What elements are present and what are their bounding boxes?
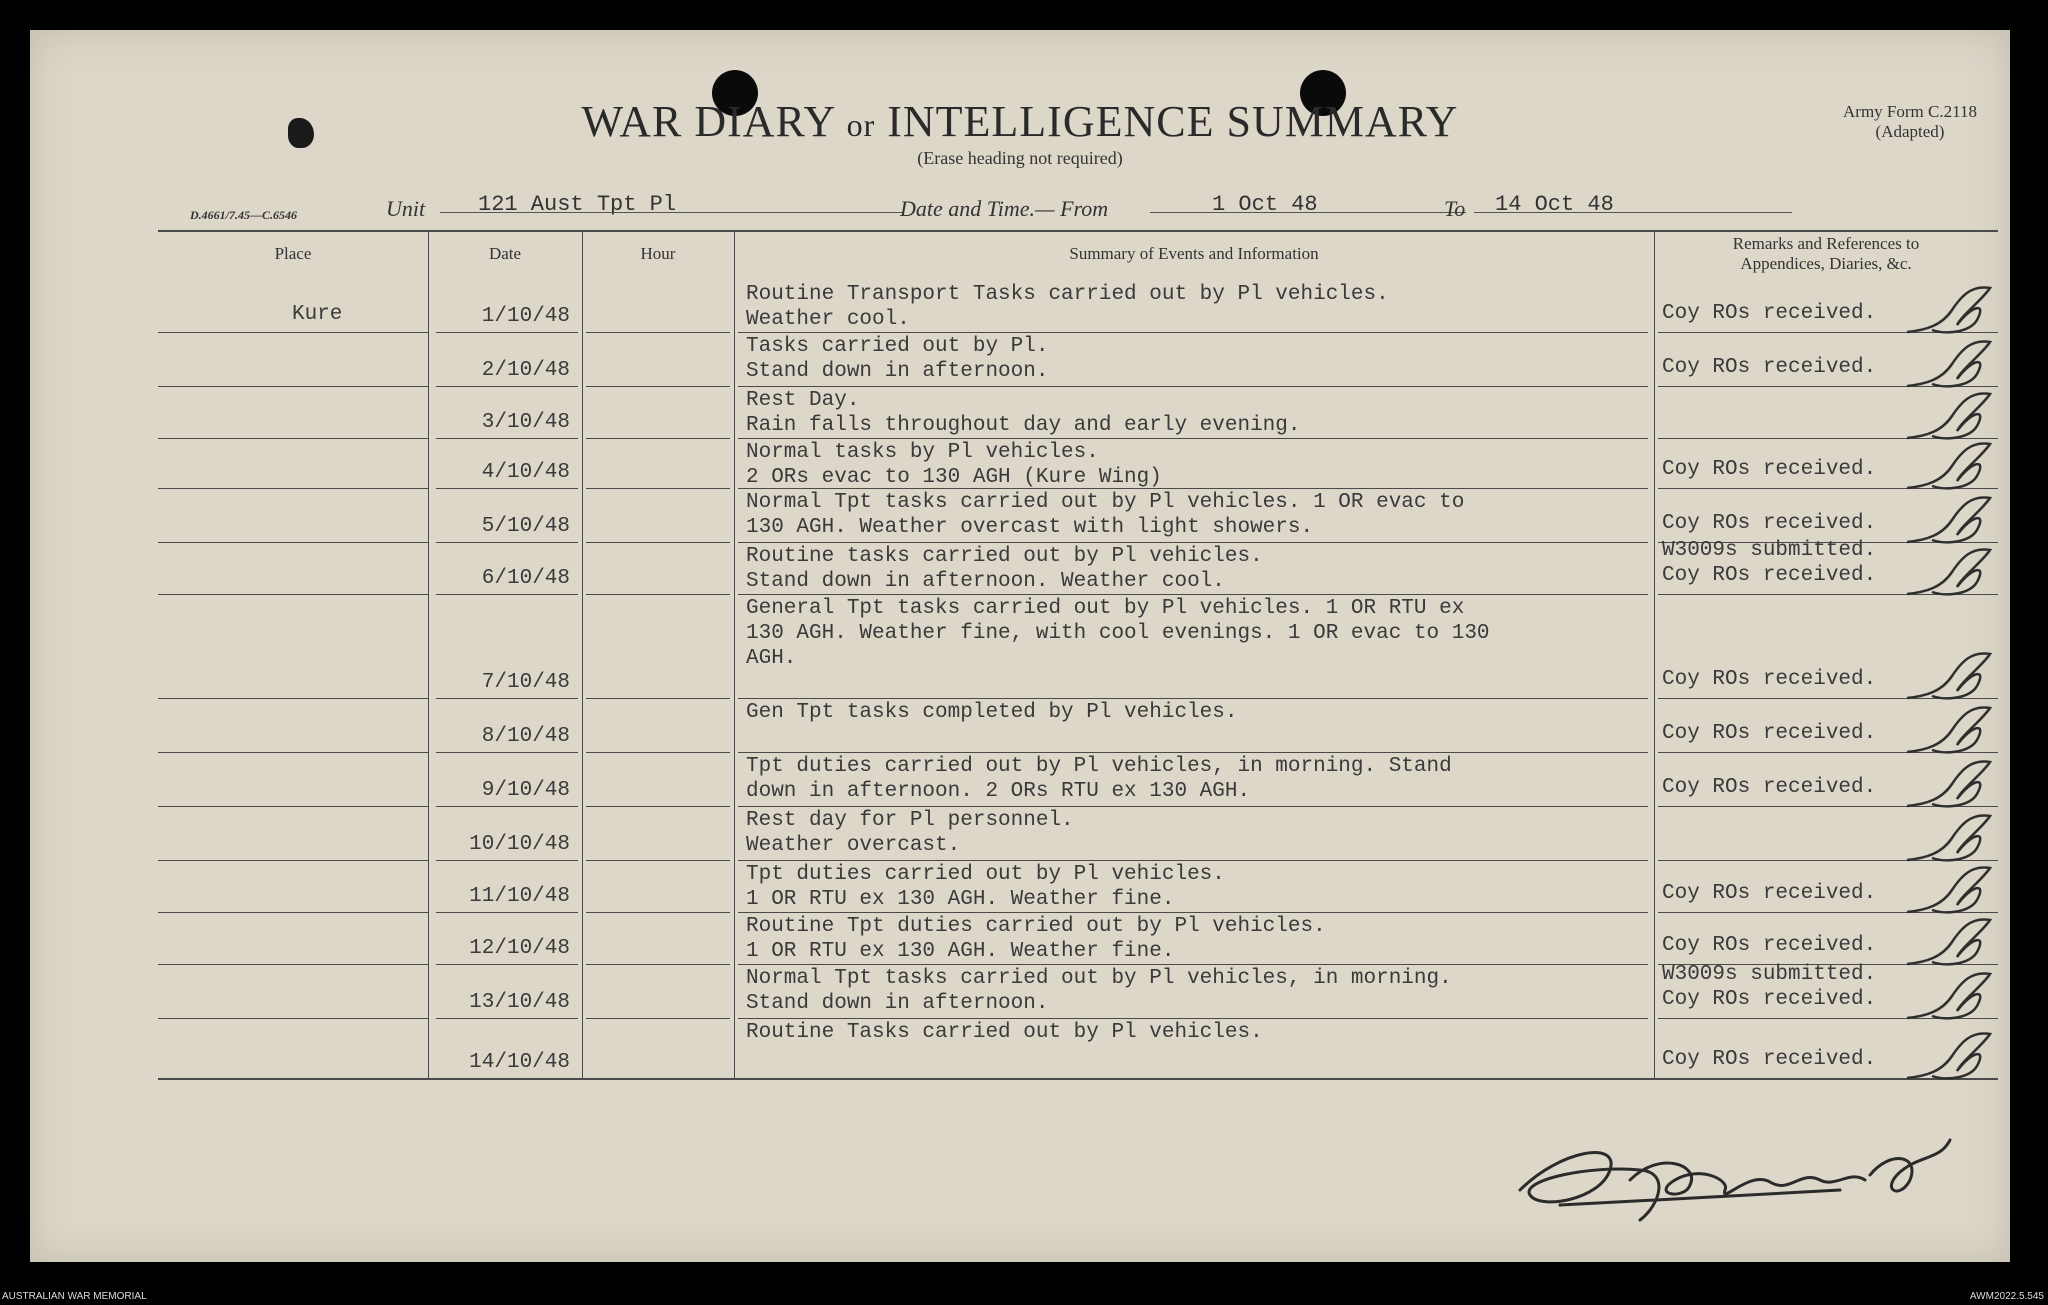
table-top-border xyxy=(158,230,1998,232)
entry-summary-line: AGH. xyxy=(746,647,797,670)
entry-summary-line: Rain falls throughout day and early evening. xyxy=(746,414,1301,437)
row-rule xyxy=(158,542,428,543)
row-rule xyxy=(738,542,1648,543)
row-rule xyxy=(436,860,578,861)
entry-remark: W3009s submitted. xyxy=(1662,963,1877,986)
entry-remark: Coy ROs received. xyxy=(1662,882,1877,905)
entry-summary-line: Stand down in afternoon. Weather cool. xyxy=(746,570,1225,593)
row-rule xyxy=(586,1018,730,1019)
initial-mark xyxy=(1902,912,1997,972)
col-header-summary: Summary of Events and Information xyxy=(1069,244,1319,263)
entry-summary-line: Routine Tpt duties carried out by Pl vehicles. xyxy=(746,915,1326,938)
row-rule xyxy=(158,806,428,807)
entry-summary-line: Gen Tpt tasks completed by Pl vehicles. xyxy=(746,701,1238,724)
initial-mark xyxy=(1902,808,1997,868)
initial-mark xyxy=(1902,860,1997,920)
from-underline xyxy=(1150,212,1466,213)
row-rule xyxy=(586,542,730,543)
signature-image xyxy=(1500,1110,1970,1230)
entry-summary-line: Tpt duties carried out by Pl vehicles. xyxy=(746,863,1225,886)
row-rule xyxy=(436,912,578,913)
entry-summary-line: 2 ORs evac to 130 AGH (Kure Wing) xyxy=(746,466,1162,489)
row-rule xyxy=(158,438,428,439)
entry-summary-line: down in afternoon. 2 ORs RTU ex 130 AGH. xyxy=(746,780,1251,803)
entry-remark: Coy ROs received. xyxy=(1662,356,1877,379)
army-form-ref xyxy=(1810,102,2010,142)
entry-date: 10/10/48 xyxy=(469,833,570,856)
row-rule xyxy=(738,594,1648,595)
row-rule xyxy=(158,488,428,489)
entry-remark: Coy ROs received. xyxy=(1662,776,1877,799)
entry-date: 2/10/48 xyxy=(481,359,570,382)
row-rule xyxy=(436,806,578,807)
to-underline xyxy=(1474,212,1792,213)
entry-date: 4/10/48 xyxy=(481,461,570,484)
entry-summary-line: Stand down in afternoon. xyxy=(746,360,1049,383)
initial-mark xyxy=(1902,436,1997,496)
entry-date: 9/10/48 xyxy=(481,779,570,802)
to-label: To xyxy=(1444,196,1466,221)
initial-mark xyxy=(1902,280,1997,340)
initial-mark xyxy=(1902,490,1997,550)
entry-remark: Coy ROs received. xyxy=(1662,722,1877,745)
date-label: Date and Time.— From xyxy=(900,196,1109,221)
row-rule xyxy=(158,752,428,753)
entry-remark: Coy ROs received. xyxy=(1662,988,1877,1011)
entry-summary-line: Tpt duties carried out by Pl vehicles, in morning. Stand xyxy=(746,755,1452,778)
entry-summary-line: Routine Tasks carried out by Pl vehicles. xyxy=(746,1021,1263,1044)
entry-summary-line: Routine Transport Tasks carried out by Pl vehicles. xyxy=(746,283,1389,306)
initial-mark xyxy=(1902,966,1997,1026)
entry-summary-line: Weather overcast. xyxy=(746,834,961,857)
entry-remark: Coy ROs received. xyxy=(1662,668,1877,691)
initial-mark xyxy=(1902,754,1997,814)
from-value: 1 Oct 48 xyxy=(1212,192,1318,217)
title-intelligence-summary: INTELLIGENCE SUMMARY xyxy=(887,97,1459,146)
col-divider-place xyxy=(428,232,429,1078)
row-rule xyxy=(436,542,578,543)
row-rule xyxy=(586,386,730,387)
row-rule xyxy=(436,964,578,965)
entry-summary-line: Rest day for Pl personnel. xyxy=(746,809,1074,832)
army-form-number: Army Form C.2118 xyxy=(1843,102,1977,121)
footer-source: AUSTRALIAN WAR MEMORIAL xyxy=(2,1291,147,1302)
row-rule xyxy=(586,332,730,333)
row-rule xyxy=(158,386,428,387)
row-rule xyxy=(738,386,1648,387)
col-header-remarks xyxy=(1654,234,1998,274)
entry-summary-line: Normal tasks by Pl vehicles. xyxy=(746,441,1099,464)
entry-summary-line: 1 OR RTU ex 130 AGH. Weather fine. xyxy=(746,940,1175,963)
entry-date: 14/10/48 xyxy=(469,1051,570,1074)
entry-date: 7/10/48 xyxy=(481,671,570,694)
entry-summary-line: Routine tasks carried out by Pl vehicles. xyxy=(746,545,1263,568)
initial-mark xyxy=(1902,334,1997,394)
col-header-date: Date xyxy=(488,244,522,263)
entry-summary-line: Stand down in afternoon. xyxy=(746,992,1049,1015)
entry-summary-line: 130 AGH. Weather fine, with cool evenings. 1 OR evac to 130 xyxy=(746,622,1490,645)
entry-summary-line: Rest Day. xyxy=(746,389,860,412)
row-rule xyxy=(586,752,730,753)
diary-sheet xyxy=(30,30,2010,1262)
to-value: 14 Oct 48 xyxy=(1495,192,1614,217)
row-rule xyxy=(586,806,730,807)
entry-date: 13/10/48 xyxy=(469,991,570,1014)
entry-summary-line: Normal Tpt tasks carried out by Pl vehicles, in morning. xyxy=(746,967,1452,990)
form-print-number: D.4661/7.45—C.6546 xyxy=(190,208,298,222)
entry-summary-line: 1 OR RTU ex 130 AGH. Weather fine. xyxy=(746,888,1175,911)
row-rule xyxy=(158,860,428,861)
row-rule xyxy=(738,860,1648,861)
row-rule xyxy=(738,964,1648,965)
row-rule xyxy=(436,594,578,595)
row-rule xyxy=(586,912,730,913)
entry-summary-line: Weather cool. xyxy=(746,308,910,331)
entry-date: 11/10/48 xyxy=(469,885,570,908)
row-rule xyxy=(738,438,1648,439)
initial-mark xyxy=(1902,542,1997,602)
col-header-hour: Hour xyxy=(640,244,676,263)
row-rule xyxy=(738,806,1648,807)
entry-remark: Coy ROs received. xyxy=(1662,512,1877,535)
unit-underline xyxy=(440,212,904,213)
page-subtitle: (Erase heading not required) xyxy=(917,148,1123,168)
row-rule xyxy=(738,698,1648,699)
table-bottom-border xyxy=(158,1078,1998,1080)
col-header-place: Place xyxy=(274,244,312,263)
initial-mark xyxy=(1902,1026,1997,1086)
row-rule xyxy=(586,860,730,861)
col-divider-date xyxy=(582,232,583,1078)
col-divider-summary xyxy=(1654,232,1655,1078)
row-rule xyxy=(158,1018,428,1019)
row-rule xyxy=(738,752,1648,753)
row-rule xyxy=(436,386,578,387)
row-rule xyxy=(738,332,1648,333)
unit-label: Unit xyxy=(386,196,426,221)
row-rule xyxy=(436,438,578,439)
col-divider-hour xyxy=(734,232,735,1078)
entry-summary-line: Normal Tpt tasks carried out by Pl vehicles. 1 OR evac to xyxy=(746,491,1465,514)
entry-remark: Coy ROs received. xyxy=(1662,934,1877,957)
row-rule xyxy=(436,698,578,699)
page-title xyxy=(30,96,2010,147)
initial-mark xyxy=(1902,646,1997,706)
entry-date: 12/10/48 xyxy=(469,937,570,960)
row-rule xyxy=(738,912,1648,913)
entry-date: 6/10/48 xyxy=(481,567,570,590)
col-header-remarks-line2: Appendices, Diaries, &c. xyxy=(1740,254,1912,273)
entry-date: 5/10/48 xyxy=(481,515,570,538)
entry-remark: Coy ROs received. xyxy=(1662,458,1877,481)
row-rule xyxy=(436,1018,578,1019)
row-rule xyxy=(586,438,730,439)
entry-date: 8/10/48 xyxy=(481,725,570,748)
entry-remark: Coy ROs received. xyxy=(1662,1048,1877,1071)
row-rule xyxy=(586,488,730,489)
row-rule xyxy=(436,752,578,753)
row-rule xyxy=(586,964,730,965)
row-rule xyxy=(158,594,428,595)
row-rule xyxy=(158,912,428,913)
entry-remark: Coy ROs received. xyxy=(1662,302,1877,325)
footer-accession: AWM2022.5.545 xyxy=(1969,1291,2044,1302)
row-rule xyxy=(586,594,730,595)
entry-place: Kure xyxy=(292,303,343,326)
col-header-remarks-line1: Remarks and References to xyxy=(1732,234,1920,253)
entry-date: 1/10/48 xyxy=(481,305,570,328)
row-rule xyxy=(436,488,578,489)
entry-remark: Coy ROs received. xyxy=(1662,564,1877,587)
entry-summary-line: Tasks carried out by Pl. xyxy=(746,335,1049,358)
row-rule xyxy=(738,1018,1648,1019)
row-rule xyxy=(158,964,428,965)
entry-summary-line: General Tpt tasks carried out by Pl vehicles. 1 OR RTU ex xyxy=(746,597,1465,620)
title-war-diary: WAR DIARY xyxy=(581,97,835,146)
entry-summary-line: 130 AGH. Weather overcast with light showers. xyxy=(746,516,1314,539)
entry-remark: W3009s submitted. xyxy=(1662,539,1877,562)
row-rule xyxy=(436,332,578,333)
title-or: or xyxy=(846,107,876,143)
row-rule xyxy=(586,698,730,699)
army-form-adapted: (Adapted) xyxy=(1875,122,1945,141)
entry-date: 3/10/48 xyxy=(481,411,570,434)
row-rule xyxy=(158,332,428,333)
unit-value: 121 Aust Tpt Pl xyxy=(478,192,677,217)
initial-mark xyxy=(1902,700,1997,760)
row-rule xyxy=(158,698,428,699)
